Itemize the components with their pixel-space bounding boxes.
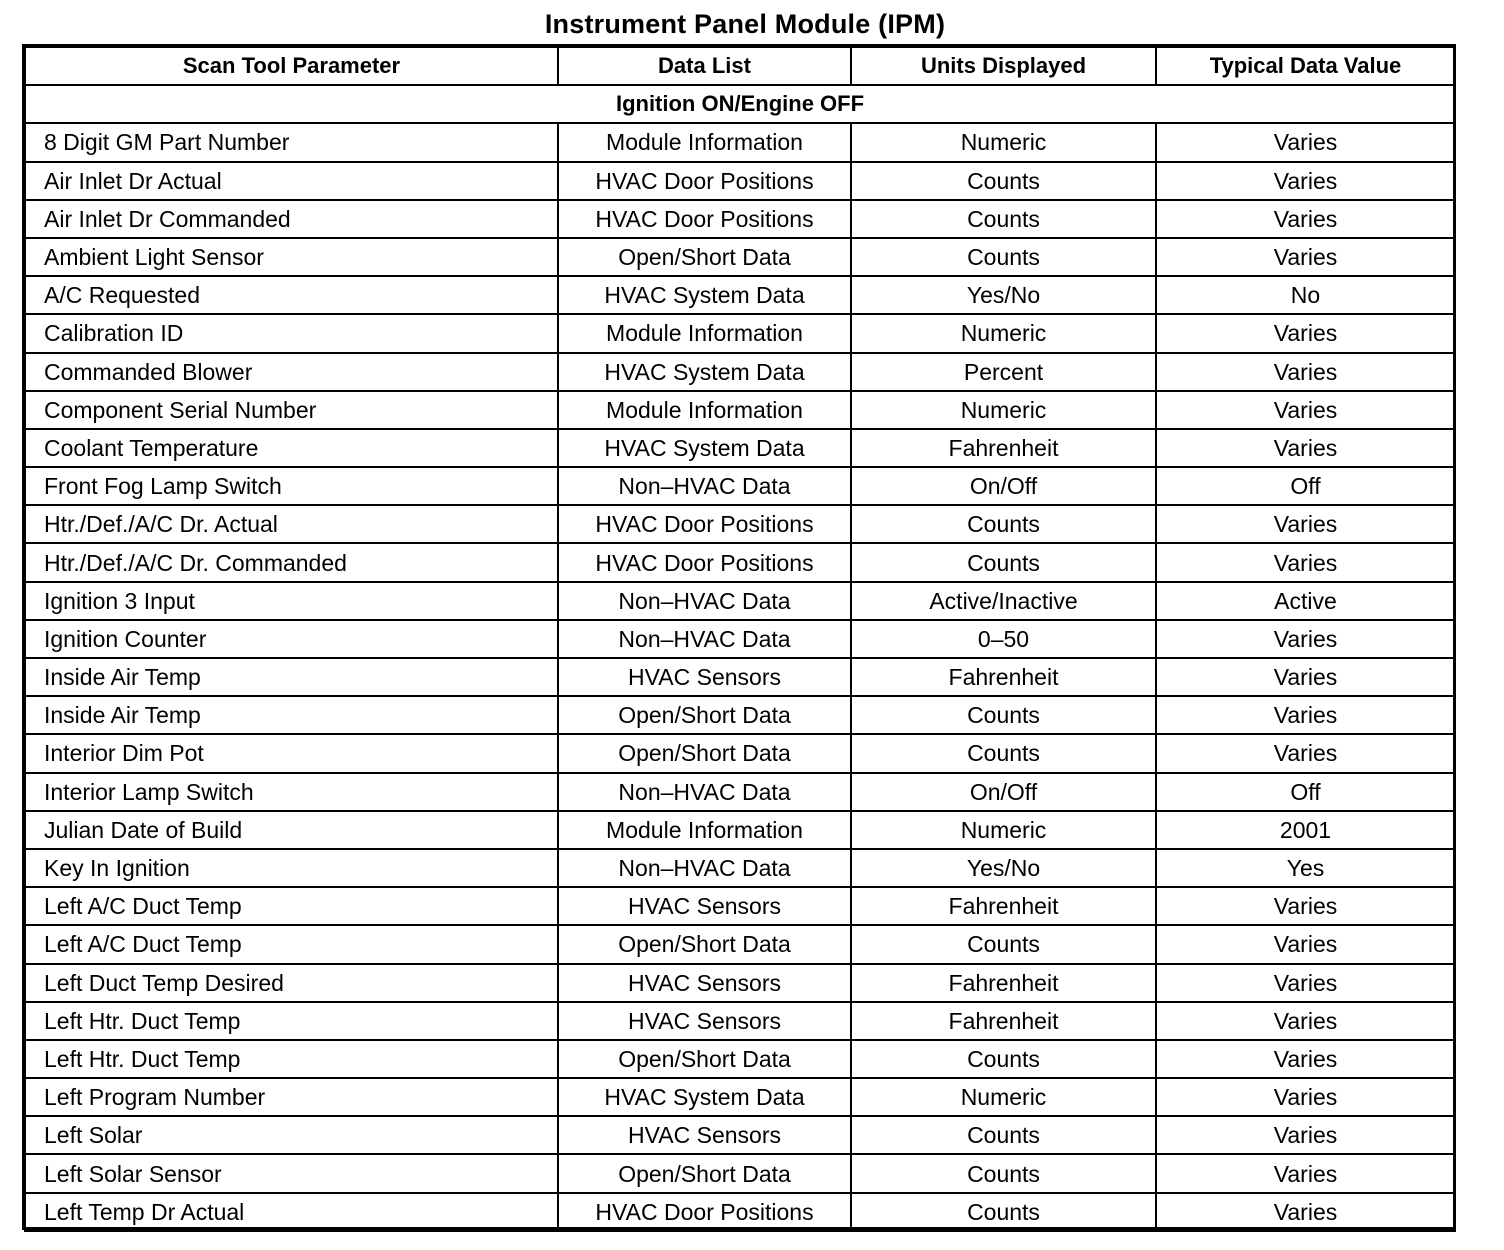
- table-row: [25, 620, 1455, 658]
- cell-typical-data-value: Varies: [1156, 887, 1455, 925]
- cell-typical-data-value: No: [1156, 276, 1455, 314]
- cell-scan-tool-parameter: Commanded Blower: [25, 353, 558, 391]
- cell-data-list: Open/Short Data: [558, 238, 851, 276]
- cell-units-displayed: Counts: [851, 734, 1156, 772]
- table-row: [25, 505, 1455, 543]
- cell-scan-tool-parameter: Calibration ID: [25, 314, 558, 352]
- table-row: [25, 238, 1455, 276]
- table-row: [25, 200, 1455, 238]
- cell-typical-data-value: Varies: [1156, 925, 1455, 963]
- cell-data-list: Module Information: [558, 314, 851, 352]
- cell-typical-data-value: Off: [1156, 467, 1455, 505]
- cell-typical-data-value: Varies: [1156, 658, 1455, 696]
- table-row: [25, 353, 1455, 391]
- cell-units-displayed: Counts: [851, 1116, 1156, 1154]
- cell-typical-data-value: Varies: [1156, 162, 1455, 200]
- cell-data-list: HVAC System Data: [558, 353, 851, 391]
- cell-units-displayed: Fahrenheit: [851, 658, 1156, 696]
- cell-units-displayed: Numeric: [851, 314, 1156, 352]
- cell-data-list: Non–HVAC Data: [558, 849, 851, 887]
- table-row: [25, 543, 1455, 581]
- cell-data-list: HVAC Sensors: [558, 887, 851, 925]
- table-row: [25, 467, 1455, 505]
- cell-scan-tool-parameter: Left Duct Temp Desired: [25, 964, 558, 1002]
- cell-units-displayed: 0–50: [851, 620, 1156, 658]
- cell-scan-tool-parameter: Inside Air Temp: [25, 658, 558, 696]
- cell-typical-data-value: Varies: [1156, 734, 1455, 772]
- header-scan-tool-parameter: Scan Tool Parameter: [25, 47, 558, 85]
- cell-scan-tool-parameter: Ignition 3 Input: [25, 582, 558, 620]
- cell-data-list: Open/Short Data: [558, 925, 851, 963]
- cell-scan-tool-parameter: Front Fog Lamp Switch: [25, 467, 558, 505]
- cell-typical-data-value: Varies: [1156, 696, 1455, 734]
- cell-scan-tool-parameter: Component Serial Number: [25, 391, 558, 429]
- table-row: [25, 1116, 1455, 1154]
- table-row: [25, 582, 1455, 620]
- cell-typical-data-value: Varies: [1156, 123, 1455, 161]
- header-row: [25, 47, 1455, 85]
- cell-scan-tool-parameter: Htr./Def./A/C Dr. Actual: [25, 505, 558, 543]
- cell-scan-tool-parameter: Inside Air Temp: [25, 696, 558, 734]
- cell-typical-data-value: Varies: [1156, 1078, 1455, 1116]
- table-row: [25, 429, 1455, 467]
- cell-scan-tool-parameter: Coolant Temperature: [25, 429, 558, 467]
- cell-data-list: Open/Short Data: [558, 1040, 851, 1078]
- cell-scan-tool-parameter: Key In Ignition: [25, 849, 558, 887]
- table-row: [25, 391, 1455, 429]
- cell-typical-data-value: Varies: [1156, 391, 1455, 429]
- cell-typical-data-value: Off: [1156, 773, 1455, 811]
- cell-units-displayed: Yes/No: [851, 276, 1156, 314]
- cell-data-list: HVAC System Data: [558, 429, 851, 467]
- cell-typical-data-value: Varies: [1156, 1040, 1455, 1078]
- cell-data-list: HVAC Sensors: [558, 964, 851, 1002]
- cell-scan-tool-parameter: Interior Lamp Switch: [25, 773, 558, 811]
- cell-units-displayed: Counts: [851, 1154, 1156, 1192]
- cell-units-displayed: Counts: [851, 925, 1156, 963]
- cell-data-list: Open/Short Data: [558, 734, 851, 772]
- cell-units-displayed: Counts: [851, 162, 1156, 200]
- cell-typical-data-value: Varies: [1156, 200, 1455, 238]
- table-row: [25, 849, 1455, 887]
- table-row: [25, 162, 1455, 200]
- section-row: [25, 85, 1455, 123]
- cell-typical-data-value: Varies: [1156, 620, 1455, 658]
- cell-typical-data-value: Varies: [1156, 505, 1455, 543]
- cell-units-displayed: Counts: [851, 238, 1156, 276]
- cell-typical-data-value: Varies: [1156, 429, 1455, 467]
- table-row: [25, 314, 1455, 352]
- cell-units-displayed: Counts: [851, 1040, 1156, 1078]
- cell-typical-data-value: Varies: [1156, 1154, 1455, 1192]
- cell-scan-tool-parameter: Htr./Def./A/C Dr. Commanded: [25, 543, 558, 581]
- header-data-list: Data List: [558, 47, 851, 85]
- cell-typical-data-value: Varies: [1156, 238, 1455, 276]
- cell-units-displayed: Fahrenheit: [851, 887, 1156, 925]
- cell-data-list: HVAC Door Positions: [558, 200, 851, 238]
- cell-typical-data-value: Varies: [1156, 314, 1455, 352]
- cell-units-displayed: Yes/No: [851, 849, 1156, 887]
- cell-typical-data-value: Varies: [1156, 1193, 1455, 1231]
- cell-units-displayed: Fahrenheit: [851, 1002, 1156, 1040]
- cell-data-list: Non–HVAC Data: [558, 620, 851, 658]
- cell-typical-data-value: Varies: [1156, 1116, 1455, 1154]
- cell-typical-data-value: Yes: [1156, 849, 1455, 887]
- cell-typical-data-value: Varies: [1156, 964, 1455, 1002]
- table-row: [25, 1040, 1455, 1078]
- table-row: [25, 276, 1455, 314]
- cell-scan-tool-parameter: Air Inlet Dr Commanded: [25, 200, 558, 238]
- cell-typical-data-value: Varies: [1156, 353, 1455, 391]
- cell-typical-data-value: 2001: [1156, 811, 1455, 849]
- cell-scan-tool-parameter: A/C Requested: [25, 276, 558, 314]
- cell-data-list: Open/Short Data: [558, 1154, 851, 1192]
- table-body: [25, 85, 1455, 1231]
- cell-data-list: HVAC System Data: [558, 276, 851, 314]
- table-row: [25, 123, 1455, 161]
- table-row: [25, 925, 1455, 963]
- cell-scan-tool-parameter: Left Solar Sensor: [25, 1154, 558, 1192]
- cell-data-list: Module Information: [558, 391, 851, 429]
- cell-scan-tool-parameter: Left Program Number: [25, 1078, 558, 1116]
- cell-data-list: Non–HVAC Data: [558, 467, 851, 505]
- cell-scan-tool-parameter: Left Htr. Duct Temp: [25, 1040, 558, 1078]
- table-row: [25, 811, 1455, 849]
- cell-units-displayed: Active/Inactive: [851, 582, 1156, 620]
- cell-units-displayed: Numeric: [851, 123, 1156, 161]
- cell-scan-tool-parameter: Ambient Light Sensor: [25, 238, 558, 276]
- cell-data-list: HVAC Sensors: [558, 658, 851, 696]
- cell-units-displayed: Counts: [851, 543, 1156, 581]
- cell-units-displayed: Counts: [851, 200, 1156, 238]
- cell-units-displayed: Fahrenheit: [851, 429, 1156, 467]
- table-row: [25, 773, 1455, 811]
- cell-data-list: Module Information: [558, 811, 851, 849]
- cell-data-list: HVAC Door Positions: [558, 505, 851, 543]
- cell-scan-tool-parameter: 8 Digit GM Part Number: [25, 123, 558, 161]
- cell-scan-tool-parameter: Left Htr. Duct Temp: [25, 1002, 558, 1040]
- cell-scan-tool-parameter: Julian Date of Build: [25, 811, 558, 849]
- cell-units-displayed: Fahrenheit: [851, 964, 1156, 1002]
- table-row: [25, 1193, 1455, 1231]
- cell-data-list: HVAC Door Positions: [558, 1193, 851, 1231]
- table-row: [25, 887, 1455, 925]
- table-row: [25, 1078, 1455, 1116]
- cell-scan-tool-parameter: Left Solar: [25, 1116, 558, 1154]
- data-table: [24, 46, 1456, 1232]
- cell-data-list: Open/Short Data: [558, 696, 851, 734]
- cell-units-displayed: On/Off: [851, 467, 1156, 505]
- cell-units-displayed: On/Off: [851, 773, 1156, 811]
- cell-data-list: Non–HVAC Data: [558, 582, 851, 620]
- header-units-displayed: Units Displayed: [851, 47, 1156, 85]
- cell-data-list: HVAC Sensors: [558, 1002, 851, 1040]
- cell-typical-data-value: Varies: [1156, 543, 1455, 581]
- cell-data-list: Non–HVAC Data: [558, 773, 851, 811]
- section-label: Ignition ON/Engine OFF: [25, 85, 1455, 123]
- cell-data-list: HVAC System Data: [558, 1078, 851, 1116]
- cell-units-displayed: Counts: [851, 696, 1156, 734]
- table-row: [25, 696, 1455, 734]
- table-row: [25, 1154, 1455, 1192]
- header-typical-data-value: Typical Data Value: [1156, 47, 1455, 85]
- cell-data-list: Module Information: [558, 123, 851, 161]
- cell-scan-tool-parameter: Left A/C Duct Temp: [25, 925, 558, 963]
- cell-scan-tool-parameter: Left Temp Dr Actual: [25, 1193, 558, 1231]
- cell-data-list: HVAC Door Positions: [558, 543, 851, 581]
- cell-units-displayed: Numeric: [851, 1078, 1156, 1116]
- cell-typical-data-value: Varies: [1156, 1002, 1455, 1040]
- table-row: [25, 1002, 1455, 1040]
- cell-scan-tool-parameter: Left A/C Duct Temp: [25, 887, 558, 925]
- cell-units-displayed: Percent: [851, 353, 1156, 391]
- cell-typical-data-value: Active: [1156, 582, 1455, 620]
- cell-scan-tool-parameter: Air Inlet Dr Actual: [25, 162, 558, 200]
- cell-scan-tool-parameter: Ignition Counter: [25, 620, 558, 658]
- cell-units-displayed: Counts: [851, 1193, 1156, 1231]
- cell-scan-tool-parameter: Interior Dim Pot: [25, 734, 558, 772]
- table-row: [25, 734, 1455, 772]
- table-row: [25, 658, 1455, 696]
- cell-data-list: HVAC Door Positions: [558, 162, 851, 200]
- cell-data-list: HVAC Sensors: [558, 1116, 851, 1154]
- page-title: Instrument Panel Module (IPM): [544, 9, 946, 39]
- cell-units-displayed: Counts: [851, 505, 1156, 543]
- table-row: [25, 964, 1455, 1002]
- cell-units-displayed: Numeric: [851, 391, 1156, 429]
- cell-units-displayed: Numeric: [851, 811, 1156, 849]
